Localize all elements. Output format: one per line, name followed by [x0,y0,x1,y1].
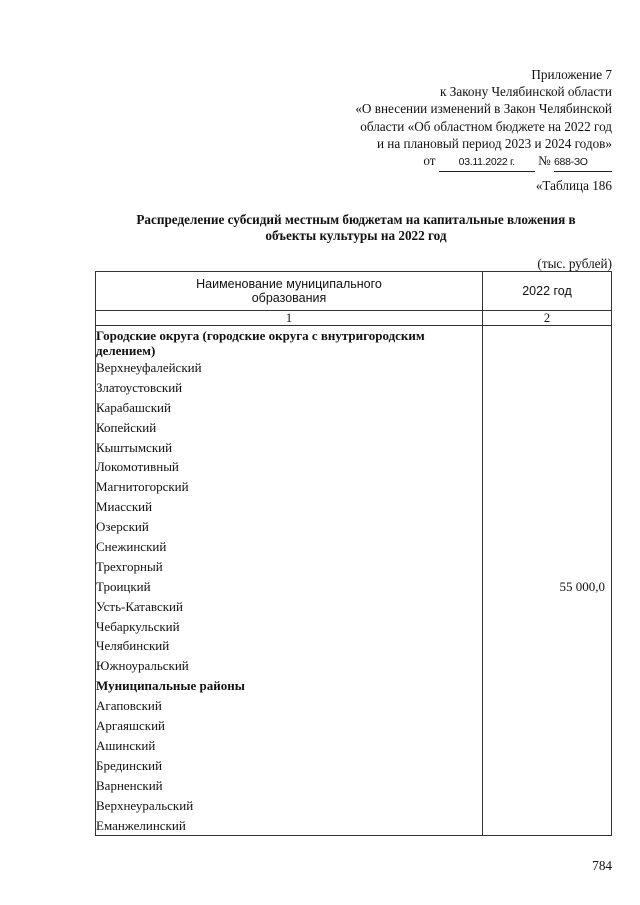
section-heading: Городские округа (городские округа с внутригородским делением) [96,328,425,358]
municipality-name: Локомотивный [96,459,179,475]
column-header-municipality-line-2: образования [251,291,327,305]
appendix-number: Приложение 7 [531,67,612,82]
appendix-header [355,66,612,172]
municipality-name: Брединский [96,757,163,773]
municipality-name: Чебаркульский [96,618,180,634]
municipality-name: Верхнеуфалейский [96,360,202,375]
values-column [483,326,612,836]
law-title-line-2: области «Об областном бюджете на 2022 год [360,118,612,134]
subsidy-value: 55 000,0 [559,579,605,595]
document-title-line-2: объекты культуры на 2022 год [265,228,447,243]
column-header-municipality [96,272,483,311]
page-number: 784 [592,858,612,873]
municipality-name: Агаповский [96,698,162,714]
municipality-name: Карабашский [96,399,171,415]
municipality-name: Златоустовский [96,379,183,395]
law-date: 03.11.2022 г. [439,154,535,172]
municipality-name: Южноуральский [96,658,189,674]
table-column-number-row [96,311,612,326]
municipality-name: Трехгорный [96,558,163,574]
municipality-names-column [96,326,483,836]
table-label: «Таблица 186 [535,178,612,193]
from-label: от [423,153,436,169]
municipality-name: Миасский [96,499,153,515]
document-title-line-1: Распределение субсидий местным бюджетам на капитальные вложения в [136,212,576,227]
table-header-row [96,272,612,311]
column-header-municipality-line-1: Наименование муниципального [196,277,382,291]
column-number-1: 1 [96,311,483,326]
units-label: (тыс. рублей) [537,256,612,271]
section-heading: Муниципальные районы [96,678,245,694]
municipality-name: Магнитогорский [96,479,189,495]
subsidy-table [95,271,612,836]
document-title [96,212,616,244]
law-title-line-3: и на плановый период 2023 и 2024 годов» [376,135,612,151]
number-label: № [538,153,551,169]
municipality-name: Варненский [96,777,163,793]
column-number-2: 2 [483,311,612,326]
law-number: 688-ЗО [554,154,612,172]
column-header-year: 2022 год [483,272,612,311]
municipality-name: Снежинский [96,539,167,555]
municipality-name: Озерский [96,519,149,535]
law-date-number-line [355,152,612,172]
municipality-name: Усть-Катавский [96,598,183,614]
law-reference: к Закону Челябинской области [440,84,612,100]
municipality-name: Еманжелинский [96,817,186,833]
municipality-name: Аргаяшский [96,718,165,734]
municipality-name: Челябинский [96,638,170,654]
law-title-line-1: «О внесении изменений в Закон Челябинской [355,101,612,117]
municipality-name: Ашинский [96,737,156,753]
municipality-name: Копейский [96,419,157,435]
municipality-name: Верхнеуральский [96,797,194,813]
municipality-name: Кыштымский [96,439,173,455]
municipality-name: Троицкий [96,578,151,594]
table-body-row [96,326,612,836]
